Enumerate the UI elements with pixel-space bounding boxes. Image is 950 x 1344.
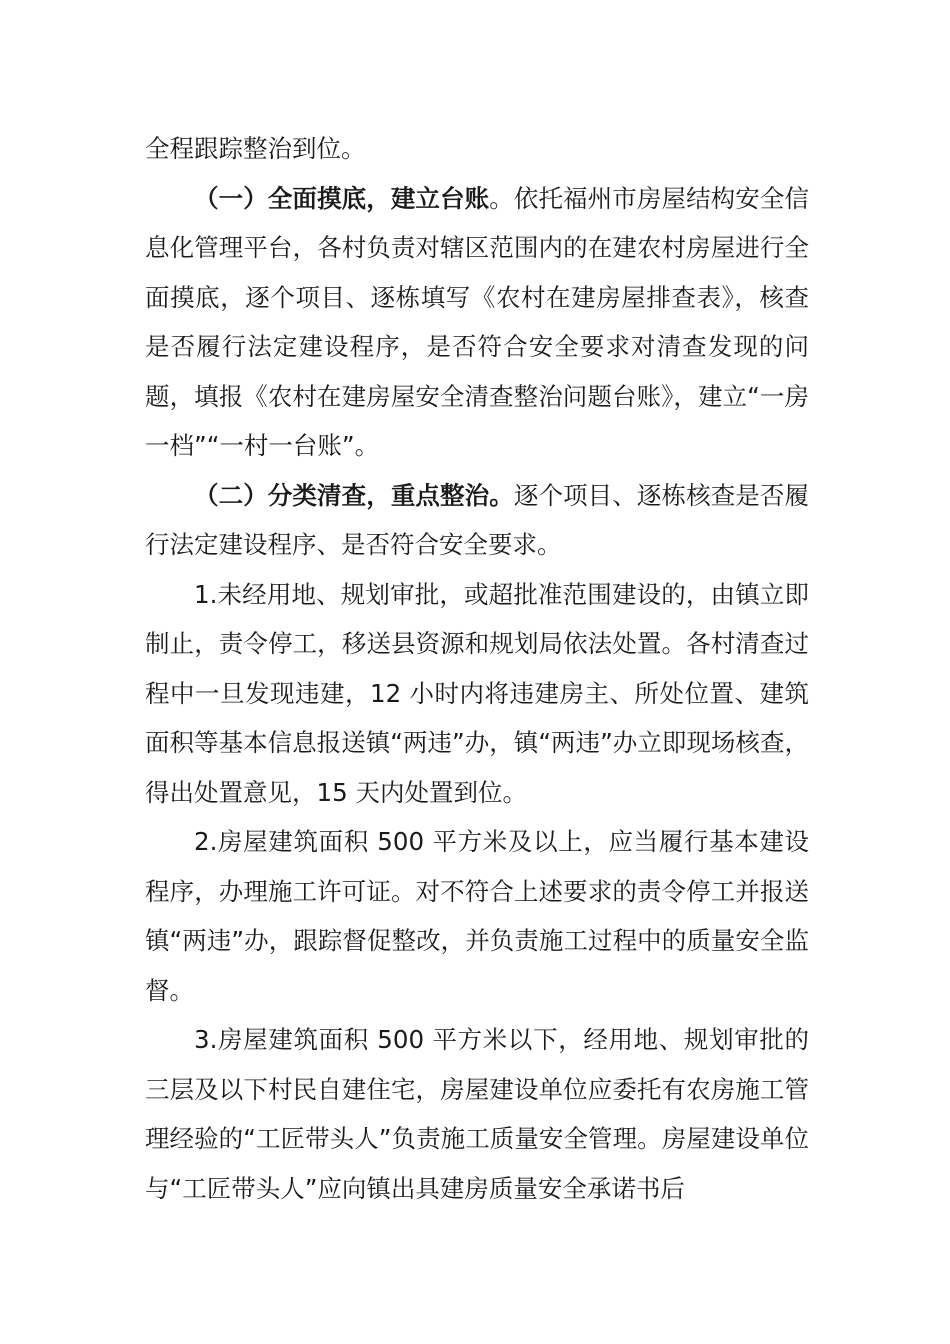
paragraph-text: 全程跟踪整治到位。 xyxy=(145,134,366,163)
section-1-paragraph xyxy=(145,174,809,471)
item-1-text: 1.未经用地、规划审批，或超批准范围建设的，由镇立即制止，责令停工，移送县资源和规划局依法处置。各村清查过程中一旦发现违建，12 小时内将违建房主、所处位置、建筑面积等基本信息报送镇“两违”办，镇“两违”办立即现场核查，得出处置意见，15 天内处置到位。 xyxy=(145,579,809,807)
item-1-paragraph xyxy=(145,570,809,818)
item-3-paragraph xyxy=(145,1015,809,1213)
item-3-text: 3.房屋建筑面积 500 平方米以下，经用地、规划审批的三层及以下村民自建住宅，房屋建设单位应委托有农房施工管理经验的“工匠带头人”负责施工质量安全管理。房屋建设单位与“工匠带头人”应向镇出具建房质量安全承诺书后 xyxy=(145,1025,809,1203)
item-2-paragraph xyxy=(145,817,809,1015)
section-1-heading: （一）全面摸底，建立台账 xyxy=(194,183,490,213)
item-2-text: 2.房屋建筑面积 500 平方米及以上，应当履行基本建设程序，办理施工许可证。对不符合上述要求的责令停工并报送镇“两违”办，跟踪督促整改，并负责施工过程中的质量安全监督。 xyxy=(145,827,809,1005)
section-2-paragraph xyxy=(145,471,809,570)
section-1-text: 。依托福州市房屋结构安全信息化管理平台，各村负责对辖区范围内的在建农村房屋进行全面摸底，逐个项目、逐栋填写《农村在建房屋排查表》，核查是否履行法定建设程序，是否符合安全要求对清查发现的问题，填报《农村在建房屋安全清查整治问题台账》，建立“一房一档”“一村一台账”。 xyxy=(145,183,809,460)
paragraph-continuation xyxy=(145,124,809,174)
document-body xyxy=(145,124,809,1213)
section-2-text: 逐个项目、逐栋核查是否履行法定建设程序、是否符合安全要求。 xyxy=(145,480,810,559)
section-2-heading: （二）分类清查，重点整治。 xyxy=(194,480,514,510)
